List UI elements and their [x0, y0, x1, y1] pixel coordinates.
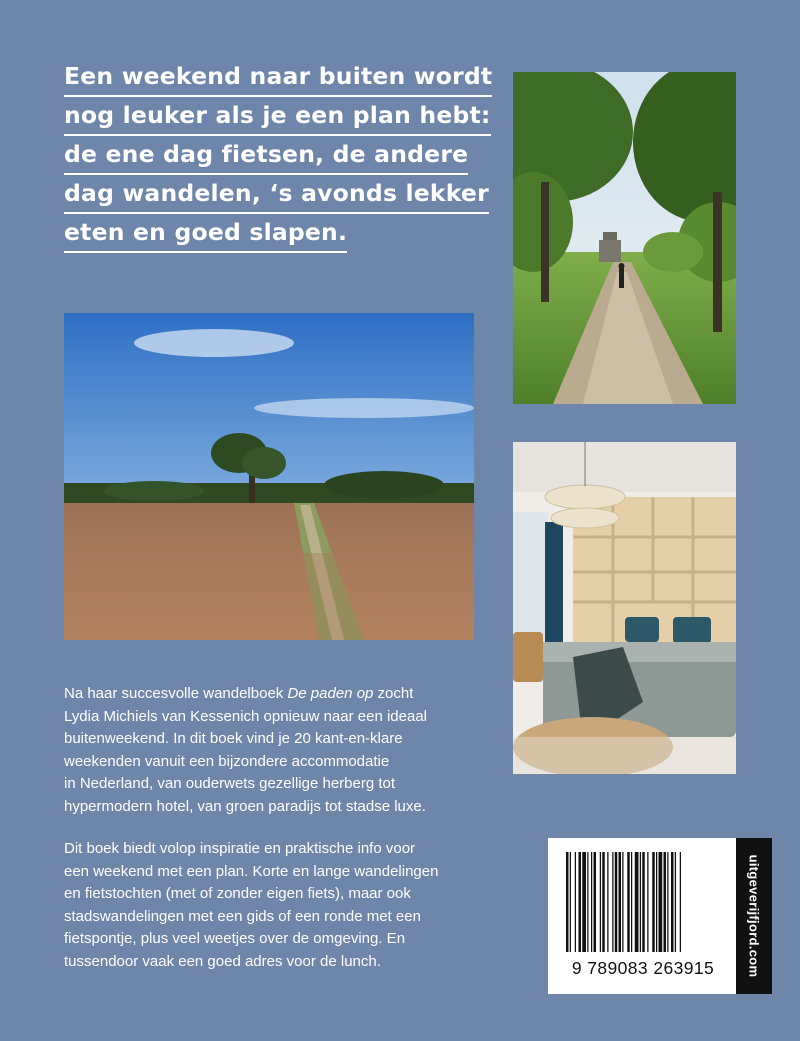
- text-line: hypermodern hotel, van groen paradijs tot stadse luxe.: [64, 797, 426, 815]
- barcode-bar: [602, 852, 605, 952]
- publisher-strip: [736, 838, 772, 994]
- text-fragment: zocht: [373, 685, 414, 702]
- barcode-bar: [615, 852, 618, 952]
- barcode-bar: [579, 852, 582, 952]
- barcode-bar: [570, 852, 571, 952]
- barcode-bar: [627, 852, 630, 952]
- text-line: [64, 683, 524, 706]
- barcode-bar: [607, 852, 608, 952]
- barcode-bar: [582, 852, 586, 952]
- photo-heath-landscape: [64, 313, 474, 640]
- barcode-bar: [652, 852, 655, 952]
- description-paragraph-2: [64, 838, 524, 973]
- headline-line: Een weekend naar buiten wordt: [64, 62, 492, 97]
- text-line: weekenden vanuit een bijzondere accommodatie: [64, 752, 390, 770]
- barcode-bar: [619, 852, 622, 952]
- publisher-url: uitgeverijfjord.com: [746, 854, 762, 978]
- barcode-bar: [566, 852, 569, 952]
- barcode-bars: [566, 852, 718, 952]
- photo-tree-lined-path: [513, 72, 736, 404]
- barcode-bar: [671, 852, 674, 952]
- text-fragment: Na haar succesvolle wandelboek: [64, 685, 288, 702]
- description-paragraph-1: [64, 683, 524, 818]
- text-line: fietspontje, plus veel weetjes over de omgeving. En: [64, 930, 406, 947]
- photo-bedroom: [513, 442, 736, 774]
- headline: [64, 62, 493, 257]
- book-title: De paden op: [287, 685, 374, 702]
- barcode-bar: [612, 852, 613, 952]
- barcode-bar: [640, 852, 641, 952]
- barcode-bar: [659, 852, 663, 952]
- text-line: in Nederland, van ouderwets gezellige herberg tot: [64, 775, 396, 792]
- headline-line: de ene dag fietsen, de andere: [64, 140, 468, 175]
- text-line: Lydia Michiels van Kessenich opnieuw naar een ideaal: [64, 707, 428, 725]
- barcode-bar: [656, 852, 657, 952]
- barcode-bar: [631, 852, 632, 952]
- barcode-bar: [642, 852, 645, 952]
- text-line: en fietstochten (met of zonder eigen fiets), maar ook: [64, 885, 411, 902]
- headline-line: dag wandelen, ‘s avonds lekker: [64, 179, 489, 214]
- text-line: Dit boek biedt volop inspiratie en praktische info voor: [64, 840, 416, 857]
- headline-line: nog leuker als je een plan hebt:: [64, 101, 491, 136]
- barcode-bar: [587, 852, 588, 952]
- barcode-bar: [647, 852, 648, 952]
- barcode-bar: [675, 852, 676, 952]
- barcode-bar: [635, 852, 639, 952]
- text-line: buitenweekend. In dit boek vind je 20 kant-en-klare: [64, 730, 403, 747]
- barcode-bar: [667, 852, 668, 952]
- barcode-bar: [594, 852, 597, 952]
- text-line: tussendoor vaak een goed adres voor de lunch.: [64, 952, 381, 970]
- text-line: een weekend met een plan. Korte en lange wandelingen: [64, 862, 439, 880]
- barcode-bar: [591, 852, 592, 952]
- barcode-bar: [575, 852, 576, 952]
- barcode-bar: [680, 852, 681, 952]
- barcode-bar: [600, 852, 601, 952]
- text-line: stadswandelingen met een gids of een ronde met een: [64, 907, 421, 925]
- headline-line: eten en goed slapen.: [64, 218, 347, 253]
- isbn-number: 9 789083 263915: [571, 958, 715, 978]
- barcode: [548, 838, 736, 994]
- barcode-bar: [664, 852, 667, 952]
- barcode-bar: [622, 852, 623, 952]
